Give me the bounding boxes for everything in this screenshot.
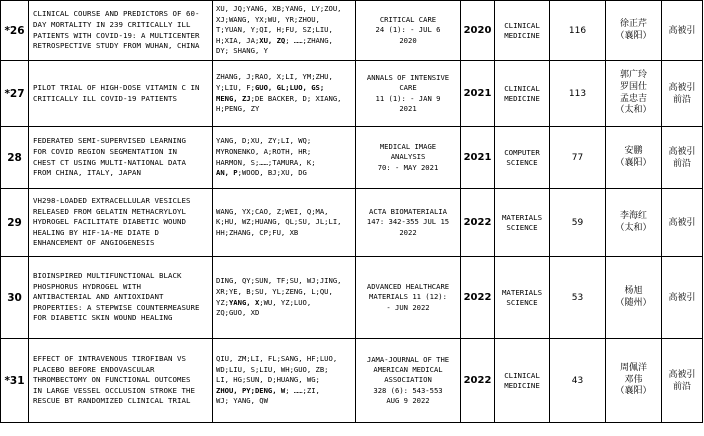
citation-flag bbox=[662, 61, 703, 127]
source-line: ACTA BIOMATERIALIA bbox=[369, 207, 447, 217]
subject-category bbox=[495, 257, 550, 339]
source-line: 2020 bbox=[399, 35, 417, 45]
paper-title bbox=[29, 257, 213, 339]
publication-year: 2022 bbox=[461, 189, 495, 257]
publication-year: 2021 bbox=[461, 61, 495, 127]
publication-year: 2021 bbox=[461, 127, 495, 189]
row-number: *26 bbox=[1, 1, 29, 61]
citation-count: 43 bbox=[550, 339, 606, 423]
author-text: QIU, ZM;LI, FL;SANG, HF;LUO, bbox=[216, 354, 338, 364]
affiliation-line: （襄阳） bbox=[615, 386, 652, 397]
title-line: PROPERTIES: A STEPWISE COUNTERMEASURE bbox=[33, 302, 200, 312]
journal-source bbox=[356, 257, 461, 339]
affiliation-line: （太和） bbox=[615, 222, 652, 233]
affiliation-line: 孟忠吉 bbox=[619, 93, 647, 104]
source-line: CRITICAL CARE bbox=[379, 15, 437, 25]
title-line: FEDERATED SEMI-SUPERVISED LEARNING bbox=[33, 136, 186, 146]
author-text: LI, HG;SUN, D;HUANG, WG; bbox=[216, 375, 320, 385]
title-line: BIOINSPIRED MULTIFUNCTIONAL BLACK bbox=[33, 271, 182, 281]
author-text: HH;ZHANG, CP;FU, XB bbox=[216, 227, 299, 237]
author-text: WJ; YANG, QW bbox=[216, 396, 268, 406]
journal-source bbox=[356, 189, 461, 257]
author-line bbox=[216, 136, 352, 147]
highlighted-author: MENG, ZJ bbox=[216, 93, 251, 103]
author-list bbox=[213, 257, 356, 339]
author-text: H;PENG, ZY bbox=[216, 104, 260, 114]
title-line: DAY MORTALITY IN 239 CRITICALLY ILL bbox=[33, 19, 191, 29]
affiliation-line: （襄阳） bbox=[615, 30, 652, 41]
title-line: FROM CHINA, ITALY, JAPAN bbox=[33, 168, 141, 178]
author-line bbox=[216, 4, 352, 15]
source-line: 328 (6): 543-553 bbox=[373, 385, 443, 395]
author-line bbox=[216, 72, 352, 83]
source-line: - JUN 2022 bbox=[386, 302, 430, 312]
category-line: CLINICAL bbox=[504, 20, 540, 30]
author-line bbox=[216, 158, 352, 169]
title-line: IN LARGE VESSEL OCCLUSION STROKE THE bbox=[33, 385, 195, 395]
subject-category bbox=[495, 61, 550, 127]
subject-category bbox=[495, 1, 550, 61]
author-line bbox=[216, 365, 352, 376]
source-line: 2021 bbox=[399, 103, 417, 113]
citation-flag bbox=[662, 257, 703, 339]
author-affiliation bbox=[606, 61, 662, 127]
citation-count: 113 bbox=[550, 61, 606, 127]
source-line: CARE bbox=[399, 83, 417, 93]
author-list bbox=[213, 127, 356, 189]
row-number: 30 bbox=[1, 257, 29, 339]
table-row bbox=[1, 61, 703, 127]
author-line bbox=[216, 104, 352, 115]
author-text: DING, QY;SUN, TF;SU, WJ;JING, bbox=[216, 276, 342, 286]
author-text: MYRONENKO, A;ROTH, HR; bbox=[216, 146, 312, 156]
category-line: CLINICAL bbox=[504, 370, 540, 380]
flag-line: 高被引 bbox=[668, 146, 696, 157]
category-line: MATERIALS bbox=[501, 212, 543, 222]
row-number: *27 bbox=[1, 61, 29, 127]
flag-line: 前沿 bbox=[672, 158, 691, 169]
author-text: Y;LIU, F; bbox=[216, 82, 255, 92]
source-line: AUG 9 2022 bbox=[386, 395, 430, 405]
author-text: ZQ;GUO, XD bbox=[216, 308, 260, 318]
flag-line: 前沿 bbox=[672, 381, 691, 392]
flag-line: 高被引 bbox=[668, 82, 696, 93]
source-line: ANNALS OF INTENSIVE bbox=[366, 73, 450, 83]
author-text: XJ;WANG, YX;WU, YR;ZHOU, bbox=[216, 14, 320, 24]
author-list bbox=[213, 61, 356, 127]
paper-title bbox=[29, 61, 213, 127]
author-affiliation bbox=[606, 189, 662, 257]
source-line: 2022 bbox=[399, 227, 417, 237]
author-affiliation bbox=[606, 339, 662, 423]
author-line bbox=[216, 207, 352, 218]
highlighted-author: YANG, X bbox=[228, 297, 260, 307]
title-line: PATIENTS WITH COVID-19: A MULTICENTER bbox=[33, 30, 200, 40]
subject-category bbox=[495, 127, 550, 189]
affiliation-line: 杨旭 bbox=[624, 285, 643, 296]
table-row bbox=[1, 1, 703, 61]
flag-line: 高被引 bbox=[668, 292, 696, 303]
category-line: MEDICINE bbox=[504, 380, 540, 390]
title-line: CLINICAL COURSE AND PREDICTORS OF 60- bbox=[33, 9, 200, 19]
source-line: ASSOCIATION bbox=[384, 375, 432, 385]
flag-line: 高被引 bbox=[668, 369, 696, 380]
category-line: CLINICAL bbox=[504, 83, 540, 93]
author-text: ZHANG, J;RAO, X;LI, YM;ZHU, bbox=[216, 72, 333, 82]
title-line: THROMBECTOMY ON FUNCTIONAL OUTCOMES bbox=[33, 375, 191, 385]
author-line bbox=[216, 83, 352, 94]
title-line: ANTIBACTERIAL AND ANTIOXIDANT bbox=[33, 292, 164, 302]
publication-year: 2022 bbox=[461, 339, 495, 423]
publication-year: 2022 bbox=[461, 257, 495, 339]
author-line bbox=[216, 396, 352, 407]
category-line: MATERIALS bbox=[501, 287, 543, 297]
source-line: AMERICAN MEDICAL bbox=[373, 365, 443, 375]
author-line bbox=[216, 46, 352, 57]
author-text: ; ……;ZI, bbox=[285, 385, 320, 395]
author-list bbox=[213, 339, 356, 423]
paper-title bbox=[29, 189, 213, 257]
affiliation-line: 徐正芹 bbox=[619, 18, 647, 29]
citation-flag bbox=[662, 339, 703, 423]
title-line: RETROSPECTIVE STUDY FROM WUHAN, CHINA bbox=[33, 41, 200, 51]
author-line bbox=[216, 308, 352, 319]
citation-count: 77 bbox=[550, 127, 606, 189]
subject-category bbox=[495, 189, 550, 257]
flag-line: 高被引 bbox=[668, 25, 696, 36]
title-line: CHEST CT USING MULTI-NATIONAL DATA bbox=[33, 157, 186, 167]
paper-title bbox=[29, 339, 213, 423]
affiliation-line: 安鹏 bbox=[624, 145, 643, 156]
source-line: ADVANCED HEALTHCARE bbox=[366, 282, 450, 292]
row-number: 29 bbox=[1, 189, 29, 257]
title-line: FOR COVID REGION SEGMENTATION IN bbox=[33, 146, 177, 156]
author-line bbox=[216, 298, 352, 309]
author-text: YZ; bbox=[216, 297, 229, 307]
author-line bbox=[216, 386, 352, 397]
affiliation-line: （太和） bbox=[615, 105, 652, 116]
author-text: WANG, YX;CAO, Z;WEI, Q;MA, bbox=[216, 206, 329, 216]
author-affiliation bbox=[606, 1, 662, 61]
author-affiliation bbox=[606, 257, 662, 339]
title-line: ENHANCEMENT OF ANGIOGENESIS bbox=[33, 238, 155, 248]
category-line: MEDICINE bbox=[504, 93, 540, 103]
source-line: 24 (1): - JUL 6 bbox=[375, 25, 441, 35]
table-body bbox=[1, 1, 703, 423]
source-line: MEDICAL IMAGE bbox=[379, 142, 437, 152]
author-text: WD;LIU, S;LIU, WH;GUO, ZB; bbox=[216, 364, 329, 374]
citation-count: 53 bbox=[550, 257, 606, 339]
highlighted-author: ZHOU, PY;DENG, W bbox=[216, 385, 286, 395]
title-line: RESCUE BT RANDOMIZED CLINICAL TRIAL bbox=[33, 396, 191, 406]
title-line: FOR DIABETIC SKIN WOUND HEALING bbox=[33, 313, 173, 323]
flag-line: 高被引 bbox=[668, 217, 696, 228]
author-line bbox=[216, 36, 352, 47]
affiliation-line: （襄阳） bbox=[615, 157, 652, 168]
author-affiliation bbox=[606, 127, 662, 189]
paper-title bbox=[29, 127, 213, 189]
row-number: 28 bbox=[1, 127, 29, 189]
affiliation-line: （随州） bbox=[615, 297, 652, 308]
category-line: SCIENCE bbox=[506, 297, 538, 307]
table-row bbox=[1, 257, 703, 339]
author-text: XR;YE, B;SU, YL;ZENG, L;QU, bbox=[216, 286, 333, 296]
category-line: COMPUTER bbox=[504, 147, 540, 157]
title-line: CRITICALLY ILL COVID-19 PATIENTS bbox=[33, 93, 177, 103]
author-line bbox=[216, 287, 352, 298]
source-line: MATERIALS 11 (12): bbox=[369, 292, 447, 302]
author-line bbox=[216, 147, 352, 158]
journal-source bbox=[356, 61, 461, 127]
author-line bbox=[216, 375, 352, 386]
affiliation-line: 邓伟 bbox=[624, 374, 643, 385]
author-text: K;HU, WZ;HUANG, QL;SU, JL;LI, bbox=[216, 217, 342, 227]
title-line: HEALING BY HIF-1A-ME DIATE D bbox=[33, 227, 159, 237]
author-text: XU, JQ;YANG, XB;YANG, LY;ZOU, bbox=[216, 4, 342, 14]
paper-title bbox=[29, 1, 213, 61]
author-list bbox=[213, 189, 356, 257]
author-text: ;WOOD, BJ;XU, DG bbox=[237, 168, 307, 178]
author-text: YANG, D;XU, ZY;LI, WQ; bbox=[216, 136, 312, 146]
category-line: SCIENCE bbox=[506, 157, 538, 167]
author-line bbox=[216, 15, 352, 26]
table-row bbox=[1, 189, 703, 257]
author-text: ; ……;ZHANG, bbox=[285, 35, 333, 45]
source-line: JAMA-JOURNAL OF THE bbox=[366, 354, 450, 364]
flag-line: 前沿 bbox=[672, 94, 691, 105]
title-line: RELEASED FROM GELATIN METHACRYLOYL bbox=[33, 206, 186, 216]
journal-source bbox=[356, 127, 461, 189]
author-line bbox=[216, 217, 352, 228]
author-line bbox=[216, 276, 352, 287]
highlighted-author: AN, P bbox=[216, 168, 238, 178]
source-line: ANALYSIS bbox=[390, 152, 426, 162]
citation-flag bbox=[662, 1, 703, 61]
source-line: 70: - MAY 2021 bbox=[377, 162, 439, 172]
highlighted-author: GUO, GL;LUO, GS; bbox=[254, 82, 325, 92]
affiliation-line: 郭广玲 bbox=[619, 70, 647, 81]
row-number: *31 bbox=[1, 339, 29, 423]
table-row bbox=[1, 339, 703, 423]
journal-source bbox=[356, 339, 461, 423]
affiliation-line: 罗国仕 bbox=[619, 81, 647, 92]
author-text: ;WU, YZ;LUO, bbox=[259, 297, 312, 307]
author-text: T;YUAN, Y;QI, H;FU, SZ;LIU, bbox=[216, 25, 333, 35]
publication-year: 2020 bbox=[461, 1, 495, 61]
affiliation-line: 周佩洋 bbox=[619, 363, 647, 374]
author-line bbox=[216, 168, 352, 179]
category-line: SCIENCE bbox=[506, 222, 538, 232]
author-text: H;XIA, JA; bbox=[216, 35, 260, 45]
title-line: PLACEBO BEFORE ENDOVASCULAR bbox=[33, 364, 155, 374]
source-line: 11 (1): - JAN 9 bbox=[375, 93, 441, 103]
title-line: PILOT TRIAL OF HIGH-DOSE VITAMIN C IN bbox=[33, 82, 200, 92]
author-text: HARMON, S;……;TAMURA, K; bbox=[216, 157, 316, 167]
citation-flag bbox=[662, 127, 703, 189]
author-line bbox=[216, 94, 352, 105]
author-text: DY; SHANG, Y bbox=[216, 46, 268, 56]
title-line: PHOSPHORUS HYDROGEL WITH bbox=[33, 281, 141, 291]
affiliation-line: 李海红 bbox=[619, 210, 647, 221]
author-line bbox=[216, 25, 352, 36]
highlighted-author: XU, ZQ bbox=[259, 35, 286, 45]
subject-category bbox=[495, 339, 550, 423]
source-line: 147: 342-355 JUL 15 bbox=[366, 217, 450, 227]
citation-flag bbox=[662, 189, 703, 257]
title-line: VH298-LOADED EXTRACELLULAR VESICLES bbox=[33, 196, 191, 206]
author-list bbox=[213, 1, 356, 61]
title-line: HYDROGEL FACILITATE DIABETIC WOUND bbox=[33, 217, 186, 227]
author-line bbox=[216, 354, 352, 365]
category-line: MEDICINE bbox=[504, 30, 540, 40]
journal-source bbox=[356, 1, 461, 61]
title-line: EFFECT OF INTRAVENOUS TIROFIBAN VS bbox=[33, 354, 186, 364]
author-text: ;DE BACKER, D; XIANG, bbox=[250, 93, 342, 103]
author-line bbox=[216, 228, 352, 239]
citation-count: 59 bbox=[550, 189, 606, 257]
citation-count: 116 bbox=[550, 1, 606, 61]
table-row bbox=[1, 127, 703, 189]
